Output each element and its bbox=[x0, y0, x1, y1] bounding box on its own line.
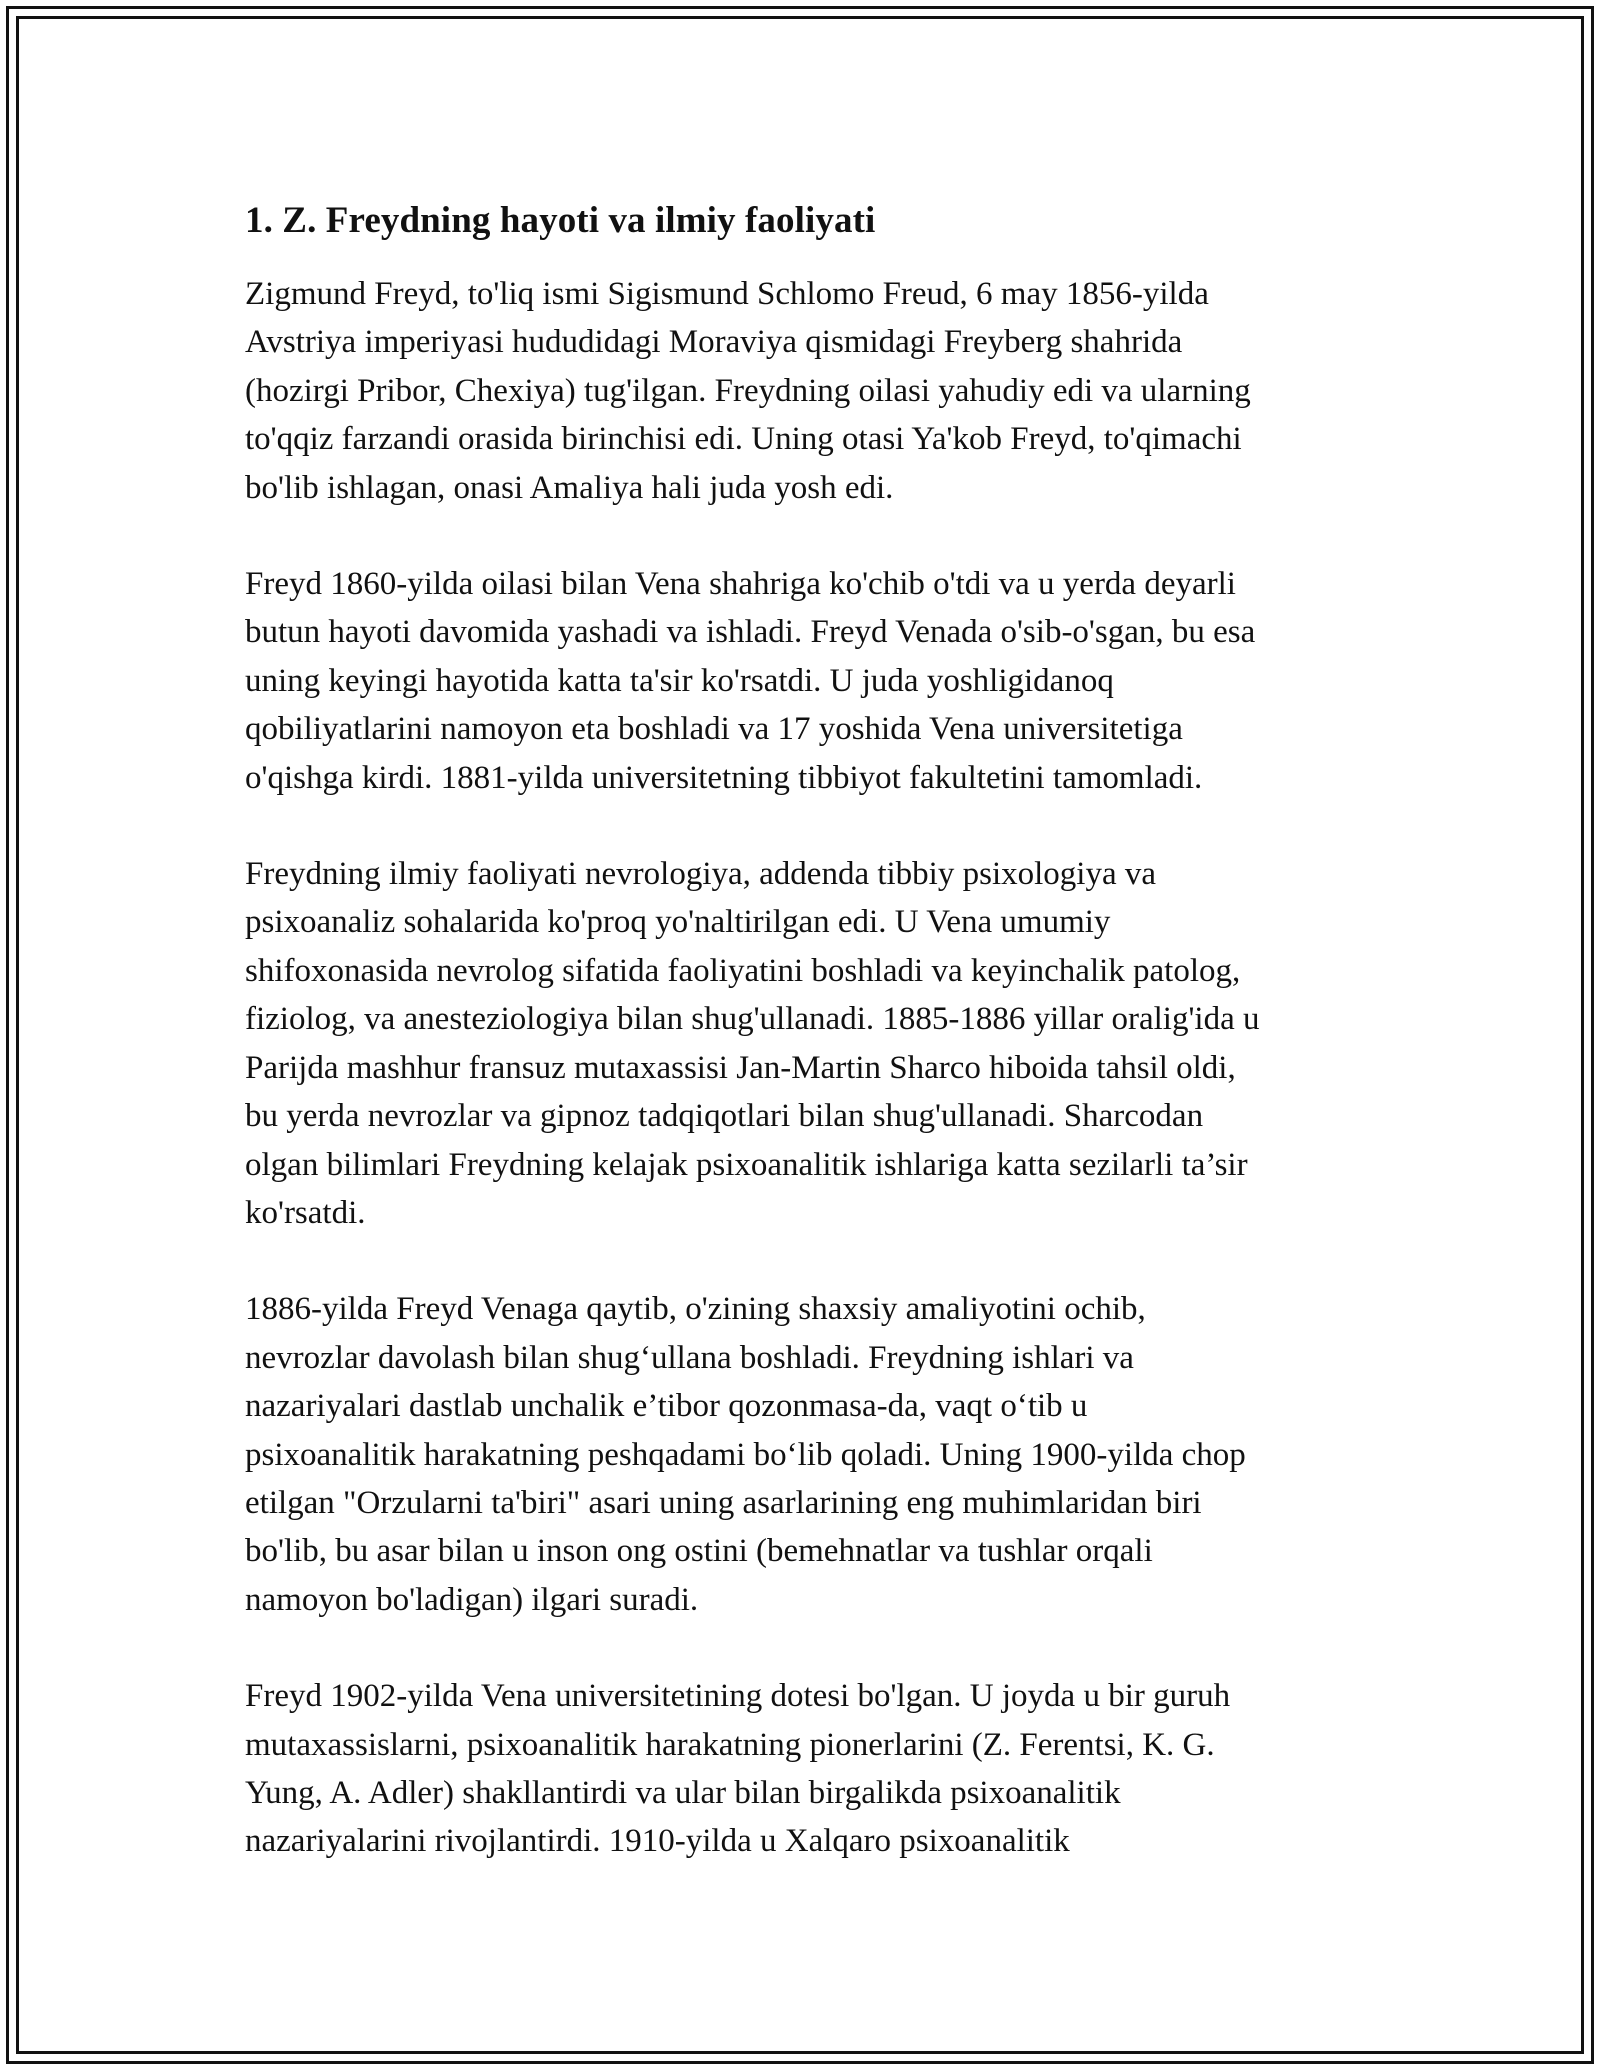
text-line: butun hayoti davomida yashadi va ishladi. Freyd Venada o'sib-o'sgan, bu esa bbox=[245, 614, 1256, 651]
text-line: uning keyingi hayotida katta ta'sir ko'rsatdi. U juda yoshligidanoq bbox=[245, 662, 1114, 699]
text-line: nazariyalarini rivojlantirdi. 1910-yilda u Xalqaro psixoanalitik bbox=[245, 1823, 1070, 1860]
document-page bbox=[6, 6, 1594, 2064]
text-line: olgan bilimlari Freydning kelajak psixoanalitik ishlariga katta sezilarli ta’sir bbox=[245, 1146, 1248, 1183]
paragraph-2 bbox=[245, 560, 1385, 802]
text-line: Parijda mashhur fransuz mutaxassisi Jan-Martin Sharco hiboida tahsil oldi, bbox=[245, 1049, 1236, 1086]
document-content bbox=[245, 197, 1385, 1914]
text-line: ko'rsatdi. bbox=[245, 1194, 366, 1231]
text-line: Zigmund Freyd, to'liq ismi Sigismund Schlomo Freud, 6 may 1856-yilda bbox=[245, 276, 1209, 312]
paragraph-1 bbox=[245, 270, 1385, 512]
text-line: mutaxassislarni, psixoanalitik harakatning pionerlarini (Z. Ferentsi, K. G. bbox=[245, 1726, 1215, 1763]
text-line: Freydning ilmiy faoliyati nevrologiya, addenda tibbiy psixologiya va bbox=[245, 856, 1156, 893]
text-line: nazariyalari dastlab unchalik e’tibor qozonmasa-da, vaqt o‘tib u bbox=[245, 1388, 1088, 1425]
text-line: o'qishga kirdi. 1881-yilda universitetning tibbiyot fakultetini tamomladi. bbox=[245, 759, 1203, 796]
section-heading: 1. Z. Freydning hayoti va ilmiy faoliyati bbox=[245, 200, 876, 241]
text-line: to'qqiz farzandi orasida birinchisi edi. Uning otasi Ya'kob Freyd, to'qimachi bbox=[245, 421, 1242, 458]
text-line: fiziolog, va anesteziologiya bilan shug'ullanadi. 1885-1886 yillar oralig'ida u bbox=[245, 1001, 1260, 1038]
text-line: bu yerda nevrozlar va gipnoz tadqiqotlari bilan shug'ullanadi. Sharcodan bbox=[245, 1098, 1204, 1135]
paragraph-4 bbox=[245, 1285, 1385, 1624]
text-line: (hozirgi Pribor, Chexiya) tug'ilgan. Freydning oilasi yahudiy edi va ularning bbox=[245, 372, 1251, 409]
text-line: qobiliyatlarini namoyon eta boshladi va 17 yoshida Vena universitetiga bbox=[245, 711, 1183, 748]
text-line: bo'lib, bu asar bilan u inson ong ostini (bemehnatlar va tushlar orqali bbox=[245, 1533, 1153, 1570]
text-line: 1886-yilda Freyd Venaga qaytib, o'zining shaxsiy amaliyotini ochib, bbox=[245, 1291, 1146, 1328]
paragraph-3 bbox=[245, 850, 1385, 1237]
text-line: etilgan "Orzularni ta'biri" asari uning asarlarining eng muhimlaridan biri bbox=[245, 1484, 1202, 1521]
text-line: Freyd 1860-yilda oilasi bilan Vena shahriga ko'chib o'tdi va u yerda deyarli bbox=[245, 566, 1236, 603]
text-line: bo'lib ishlagan, onasi Amaliya hali juda yosh edi. bbox=[245, 469, 894, 506]
text-line: namoyon bo'ladigan) ilgari suradi. bbox=[245, 1581, 699, 1618]
text-line: psixoanaliz sohalarida ko'proq yo'naltirilgan edi. U Vena umumiy bbox=[245, 904, 1111, 941]
text-line: Avstriya imperiyasi hududidagi Moraviya qismidagi Freyberg shahrida bbox=[245, 324, 1183, 361]
text-line: nevrozlar davolash bilan shug‘ullana boshladi. Freydning ishlari va bbox=[245, 1339, 1134, 1376]
text-line: psixoanalitik harakatning peshqadami bo‘lib qoladi. Uning 1900-yilda chop bbox=[245, 1436, 1246, 1473]
paragraph-5 bbox=[245, 1672, 1385, 1866]
text-line: Yung, A. Adler) shakllantirdi va ular bilan birgalikda psixoanalitik bbox=[245, 1774, 1121, 1811]
paragraphs bbox=[245, 270, 1385, 1866]
text-line: Freyd 1902-yilda Vena universitetining dotesi bo'lgan. U joyda u bir guruh bbox=[245, 1678, 1231, 1715]
text-line: shifoxonasida nevrolog sifatida faoliyatini boshladi va keyinchalik patolog, bbox=[245, 952, 1241, 989]
